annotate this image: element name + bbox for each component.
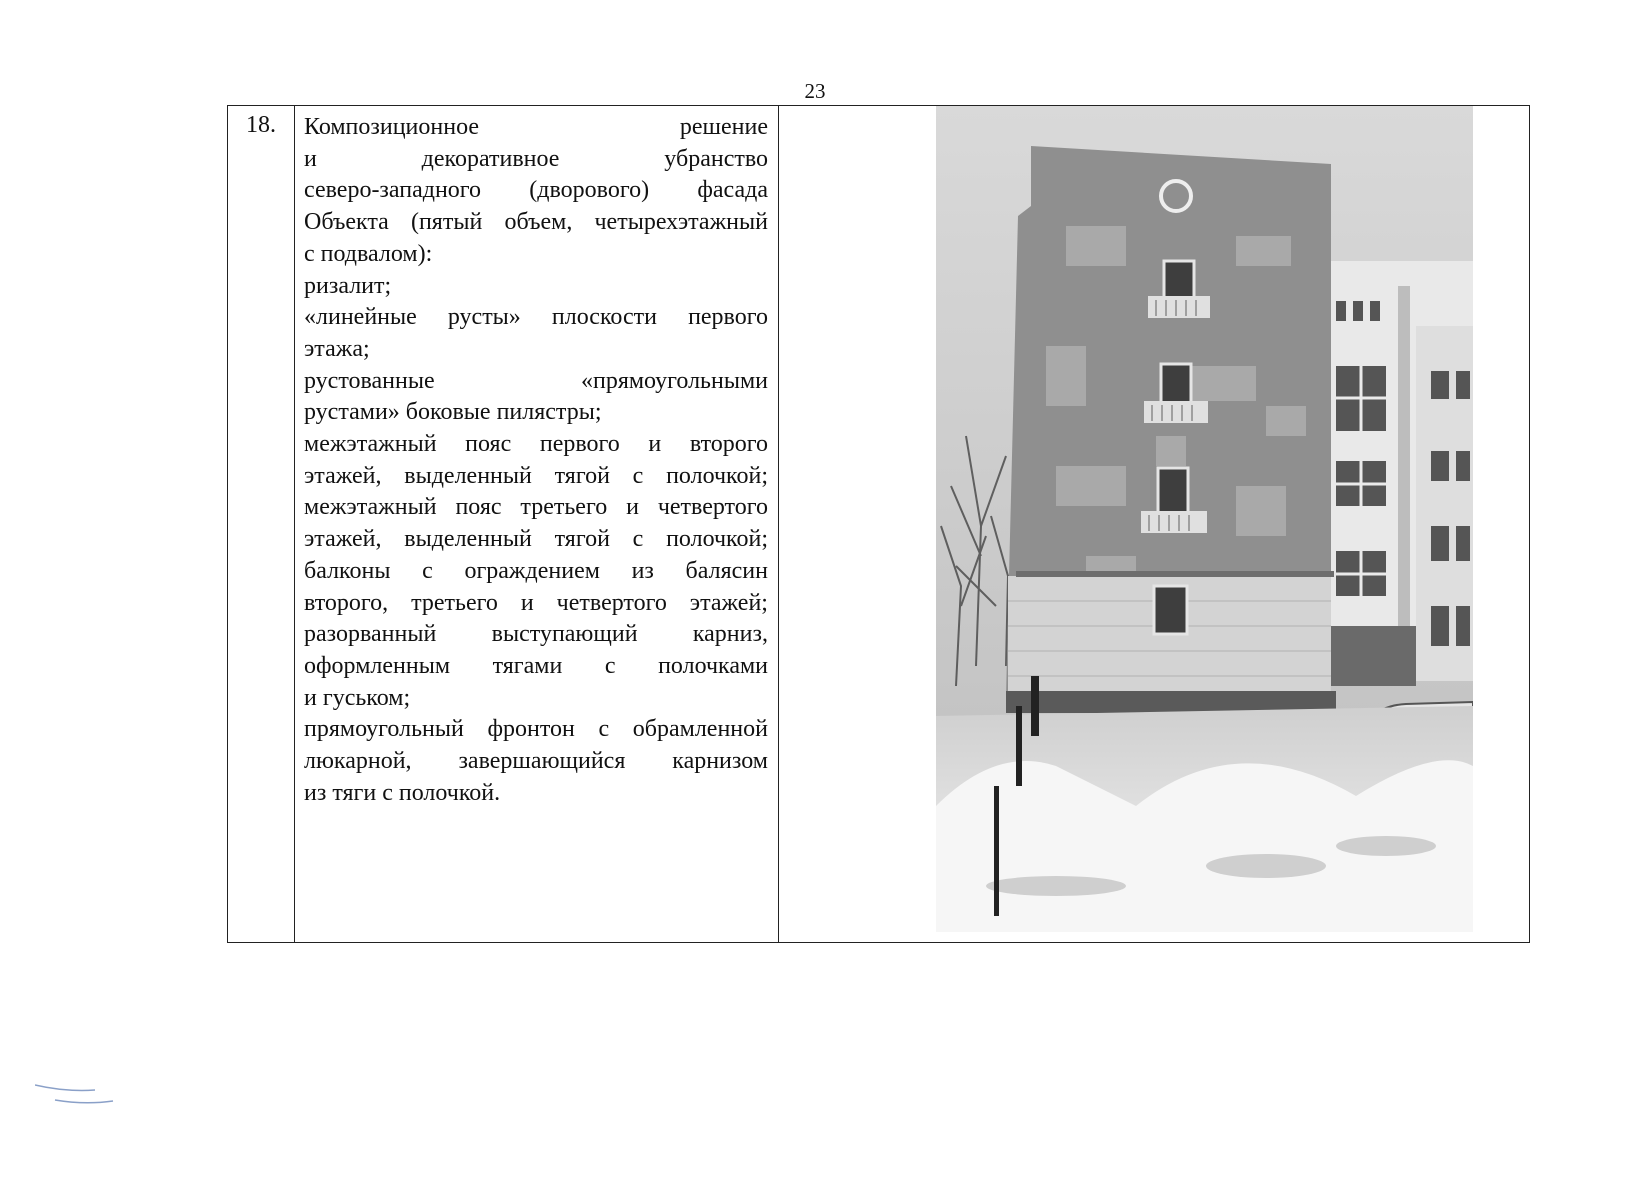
description-word: пояс — [455, 494, 502, 521]
description-word: Объекта — [304, 209, 389, 236]
description-line — [304, 366, 768, 398]
description-word: с — [632, 462, 644, 489]
description-word: третьего — [520, 494, 608, 521]
description-word: четвертого — [556, 589, 667, 616]
description-line — [304, 175, 768, 207]
description-line — [304, 239, 768, 271]
description-word: карниз, — [692, 621, 768, 648]
description-word: балконы — [304, 557, 391, 584]
description-word: с — [598, 716, 610, 743]
description-word: и — [520, 589, 534, 616]
description-word: балясин — [685, 557, 768, 584]
description-line — [304, 588, 768, 620]
description-word: объем, — [504, 209, 573, 236]
description-line — [304, 397, 768, 429]
description-table — [227, 105, 1530, 943]
description-word: ризалит; — [304, 272, 392, 299]
description-word: полочкой; — [666, 462, 768, 489]
row-number-cell: 18. — [228, 106, 295, 942]
description-word: этажа; — [304, 335, 370, 362]
description-word: люкарной, — [304, 748, 412, 775]
page-number: 23 — [804, 79, 826, 103]
facade-photo — [936, 106, 1473, 932]
description-word: четвертого — [657, 494, 768, 521]
description-word: северо-западного — [304, 177, 482, 204]
description-word: второго, — [304, 589, 389, 616]
description-word: и — [648, 431, 662, 458]
description-word: этажей, — [304, 526, 382, 553]
description-line — [304, 144, 768, 176]
description-word: русты» — [447, 304, 521, 331]
description-word: тягами — [492, 652, 563, 679]
description-word: первого — [688, 304, 768, 331]
row-photo-cell — [779, 106, 1529, 942]
description-word: полочкой; — [666, 526, 768, 553]
description-word: с — [604, 652, 616, 679]
description-line — [304, 492, 768, 524]
description-word: тягой — [554, 526, 610, 553]
description-word: обрамленной — [632, 716, 768, 743]
description-word: из — [631, 557, 654, 584]
description-word: решение — [679, 114, 768, 140]
description-word: с подвалом): — [304, 240, 433, 267]
description-word: с — [632, 526, 644, 553]
description-word: этажей; — [689, 589, 768, 616]
description-word: рустованные — [304, 367, 435, 394]
description-word: «линейные — [304, 304, 417, 331]
description-line — [304, 271, 768, 303]
description-word: и гуськом; — [304, 684, 411, 711]
description-line — [304, 714, 768, 746]
description-word: рустами» боковые пилястры; — [304, 399, 602, 426]
description-word: выделенный — [404, 526, 532, 553]
description-line — [304, 619, 768, 651]
description-word: ограждением — [464, 557, 600, 584]
description-word: разорванный — [304, 621, 437, 648]
description-word: декоративное — [421, 145, 560, 172]
description-word: межэтажный — [304, 431, 437, 458]
description-word: убранство — [664, 145, 768, 172]
description-line — [304, 524, 768, 556]
description-word: тягой — [554, 462, 610, 489]
description-word: полочками — [658, 652, 768, 679]
description-word: второго — [689, 431, 768, 458]
description-word: и — [626, 494, 639, 521]
description-word: плоскости — [551, 304, 657, 331]
description-line — [304, 207, 768, 239]
description-line — [304, 334, 768, 366]
description-word: (дворового) — [529, 177, 650, 204]
description-line — [304, 778, 768, 810]
row-description-cell — [295, 106, 779, 942]
description-word: четырехэтажный — [594, 209, 768, 236]
description-line — [304, 429, 768, 461]
description-word: оформленным — [304, 652, 451, 679]
description-line — [304, 461, 768, 493]
description-word: с — [422, 557, 433, 584]
description-line — [304, 683, 768, 715]
description-word: третьего — [411, 589, 498, 616]
description-word: прямоугольный — [304, 716, 464, 743]
description-word: и — [304, 145, 317, 172]
description-word: межэтажный — [304, 494, 437, 521]
scan-artifact-mark — [35, 1080, 115, 1110]
description-word: из тяги с полочкой. — [304, 779, 501, 806]
description-word: «прямоугольными — [580, 367, 768, 394]
facade-photo-graphic — [936, 106, 1473, 932]
description-line — [304, 112, 768, 144]
description-line — [304, 651, 768, 683]
description-word: (пятый — [410, 209, 483, 236]
description-word: пояс — [465, 431, 512, 458]
description-word: фронтон — [487, 716, 575, 743]
description-word: первого — [539, 431, 620, 458]
description-word: фасада — [697, 177, 768, 204]
description-line — [304, 746, 768, 778]
description-word: выступающий — [491, 621, 638, 648]
description-word: карнизом — [672, 748, 768, 775]
description-line — [304, 302, 768, 334]
description-word: этажей, — [304, 462, 382, 489]
description-line — [304, 556, 768, 588]
description-word: Композиционное — [304, 114, 480, 140]
description-word: завершающийся — [458, 748, 626, 775]
description-word: выделенный — [404, 462, 532, 489]
